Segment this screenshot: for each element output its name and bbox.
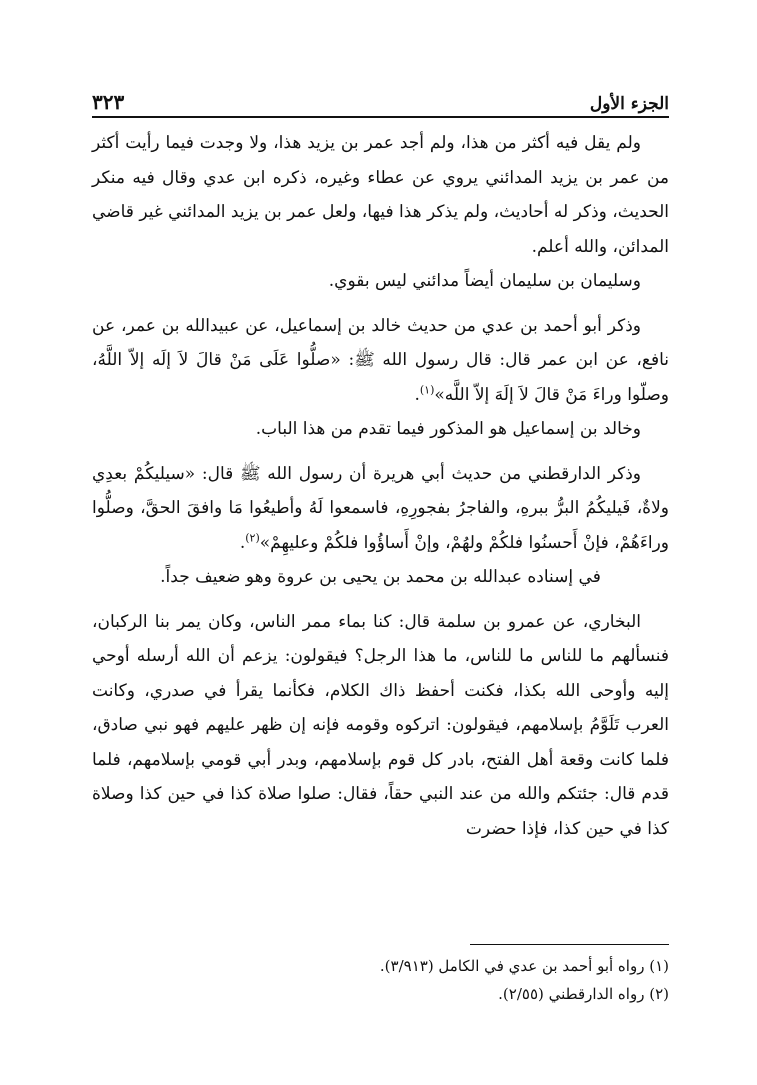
footnote-divider (470, 944, 669, 945)
paragraph-3-period: . (414, 384, 420, 405)
paragraph-5-text: وذكر الدارقطني من حديث أبي هريرة أن رسول الله ﷺ قال: «سيليكُمْ بعدِي ولاةٌ، فَيليكُمُ البرُّ ببرهِ، والفاجرُ بفجورِهِ، فاسمعوا لَهُ وأطيعُوا مَا وافقَ الحقَّ، وصلُّوا وراءَهُمْ، فإنْ أَحسنُوا فلكُمْ ولهُمْ، وإنْ أَساؤُوا فلكُمْ وعليهِمْ» (92, 463, 669, 553)
footnote-1: (١) رواه أبو أحمد بن عدي في الكامل (٣/٩١٣). (379, 957, 669, 975)
paragraph-5 (92, 457, 669, 561)
main-text (92, 126, 669, 846)
paragraph-3 (92, 309, 669, 413)
footnote-2: (٢) رواه الدارقطني (٢/٥٥). (498, 985, 669, 1003)
paragraph-5-period: . (239, 532, 246, 553)
footnote-ref-2: (٢) (245, 530, 260, 544)
part-title: الجزء الأول (589, 94, 669, 114)
page-number: ٣٢٣ (92, 90, 125, 114)
paragraph-6: في إسناده عبدالله بن محمد بن يحيى بن عروة وهو ضعيف جداً. (160, 567, 601, 587)
paragraph-3-text: وذكر أبو أحمد بن عدي من حديث خالد بن إسماعيل، عن عبيدالله بن عمر، عن نافع، عن ابن عمر قال: قال رسول الله ﷺ: «صلُّوا عَلَى مَنْ قالَ لاَ إلَه إلاّ اللَّهُ، وصلّوا وراءَ مَنْ قالَ لاَ إلَهَ إلاّ اللَّه» (92, 315, 669, 405)
footnote-ref-1: (١) (419, 382, 435, 396)
paragraph-1: ولم يقل فيه أكثر من هذا، ولم أجد عمر بن يزيد هذا، ولا وجدت فيما رأيت أكثر من عمر بن يزيد المدائني يروي عن عطاء وغيره، ذكره ابن عدي وقال فيه منكر الحديث، وذكر له أحاديث، ولم يذكر هذا فيها، ولعل عمر بن يزيد المدائني غير قاضي المدائن، والله أعلم. (92, 133, 669, 257)
header-divider (92, 116, 669, 118)
paragraph-4: وخالد بن إسماعيل هو المذكور فيما تقدم من هذا الباب. (255, 419, 641, 439)
footnotes (92, 952, 669, 1008)
paragraph-2: وسليمان بن سليمان أيضاً مدائني ليس بقوي. (328, 271, 641, 291)
page-header (92, 82, 669, 114)
paragraph-7: البخاري، عن عمرو بن سلمة قال: كنا بماء ممر الناس، وكان يمر بنا الركبان، فنسألهم ما للناس ما للناس، ما هذا الرجل؟ فيقولون: يزعم أن الله أرسله أوحي إليه وأوحى الله بكذا، فكنت أحفظ ذاك الكلام، فكأنما يقرأ في صدري، وكانت العرب تَلَوَّمُ بإسلامهم، فيقولون: اتركوه وقومه فإنه إن ظهر عليهم فهو نبي صادق، فلما كانت وقعة أهل الفتح، بادر كل قوم بإسلامهم، وبدر أبي قومي بإسلامهم، فلما قدم قال: جئتكم والله من عند النبي حقاً، فقال: صلوا صلاة كذا في حين كذا وصلاة كذا في حين كذا، فإذا حضرت (92, 611, 669, 839)
